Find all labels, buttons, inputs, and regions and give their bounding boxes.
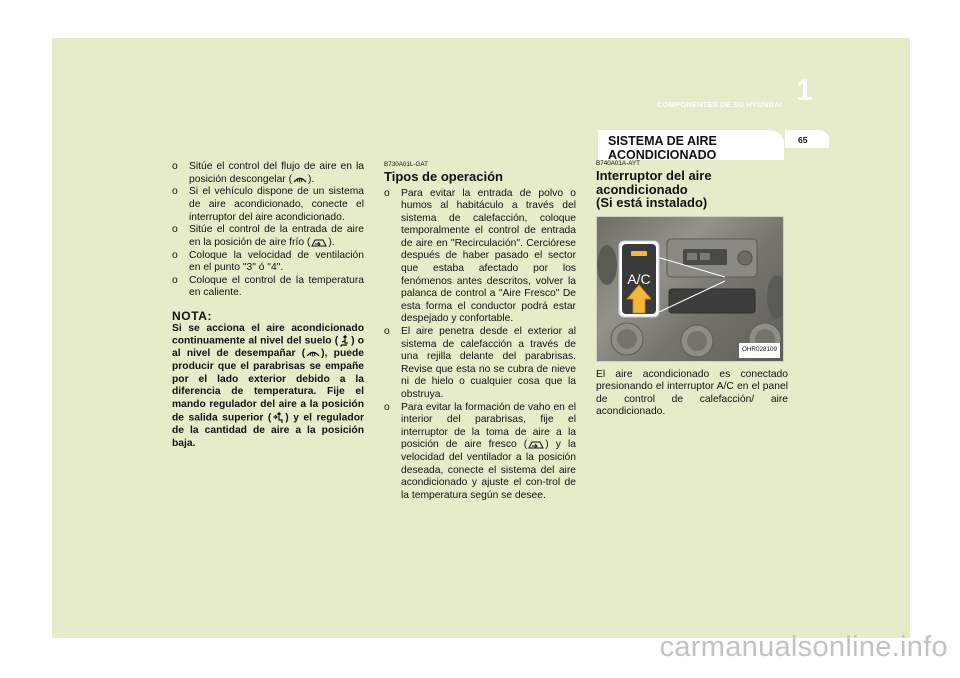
section-code: B740A01A-AYT (596, 160, 640, 167)
section-heading: Interruptor del aire acondicionado (Si está instalado) (596, 168, 712, 210)
fresh-air-icon (311, 237, 327, 248)
floor-mode-icon (339, 335, 350, 347)
section-tab-title (608, 135, 717, 162)
column-2 (384, 161, 576, 503)
body-text: El aire acondicionado es conectado presionando el interruptor A/C en el panel de control de calefacción/ aire acondicionado. (596, 368, 788, 418)
list-item: o El aire penetra desde el exterior al sistema de calefacción a través de una rejilla delante del parabrisas. Revise que esta no se cubra de nieve ni de hielo o cualquier cosa que la obstruya. (384, 326, 576, 402)
page-number: 65 (798, 135, 808, 145)
defrost-icon (306, 348, 320, 359)
note-body: Si se acciona el aire acondicionado continuamente al nivel del suelo ( ) o al nivel de desempañar ( ), puede producir que el parabrisas se empañe por el lado exterior debido a la diferencia de temperatura. Fije el mando regulador del aire a la posición de salida superior ( ) y el regulador de la cantidad de aire a la posición baja. (172, 322, 364, 449)
list-item: o Sitúe el control del flujo de aire en la posición descongelar ( ). (172, 161, 364, 186)
fresh-air-icon (528, 439, 544, 450)
face-vent-icon (272, 412, 284, 424)
ac-button-label: A/C (627, 270, 651, 287)
section-title: COMPONENTES DE SU HYUNDAI (656, 100, 782, 109)
chapter-number: 1 (796, 74, 813, 107)
section-tab-line-1: SISTEMA DE AIRE (608, 134, 717, 148)
dashboard-illustration (597, 217, 784, 362)
list-item: o Para evitar la entrada de polvo o humos al habitáculo a través del sistema de calefacción, coloque temporalmente el control de entrada de aire en "Recirculación". Cerciórese después de haber pasado el sector que estaba afectado por los fenómenos antes descritos, volver la palanca de control a "Aire Fresco" De esta forma el conductor podrá estar despejado y confortable. (384, 188, 576, 327)
photo-caption: OHR028109 (739, 343, 780, 358)
list-item: o Coloque el control de la temperatura en caliente. (172, 275, 364, 300)
list-item: o Sitúe el control de la entrada de aire en la posición de aire frío ( ). (172, 224, 364, 249)
watermark: carmanualsonline.info (659, 631, 948, 663)
section-tab-line-2: ACONDICIONADO (608, 147, 717, 162)
note-title: NOTA: (172, 308, 213, 323)
section-heading: Tipos de operación (384, 169, 503, 184)
list-item: o Si el vehículo dispone de un sistema de aire acondicionado, conecte el interruptor del aire acondicionado. (172, 186, 364, 224)
section-code: B730A01L-GAT (384, 161, 428, 168)
defrost-icon (293, 174, 307, 185)
ac-panel-photo (596, 216, 784, 362)
column-1 (172, 161, 364, 450)
list-item: o Coloque la velocidad de ventilación en el punto "3" ó "4". (172, 250, 364, 275)
column-3 (596, 160, 788, 419)
list-item: o Para evitar la formación de vaho en el interior del parabrisas, fije el interruptor de la toma de aire a la posición de aire fresco ( ) y la velocidad del ventilador a la posición deseada, conecte el sistema del aire acondicionado y ajuste el con-trol de la temperatura según se desee. (384, 402, 576, 503)
